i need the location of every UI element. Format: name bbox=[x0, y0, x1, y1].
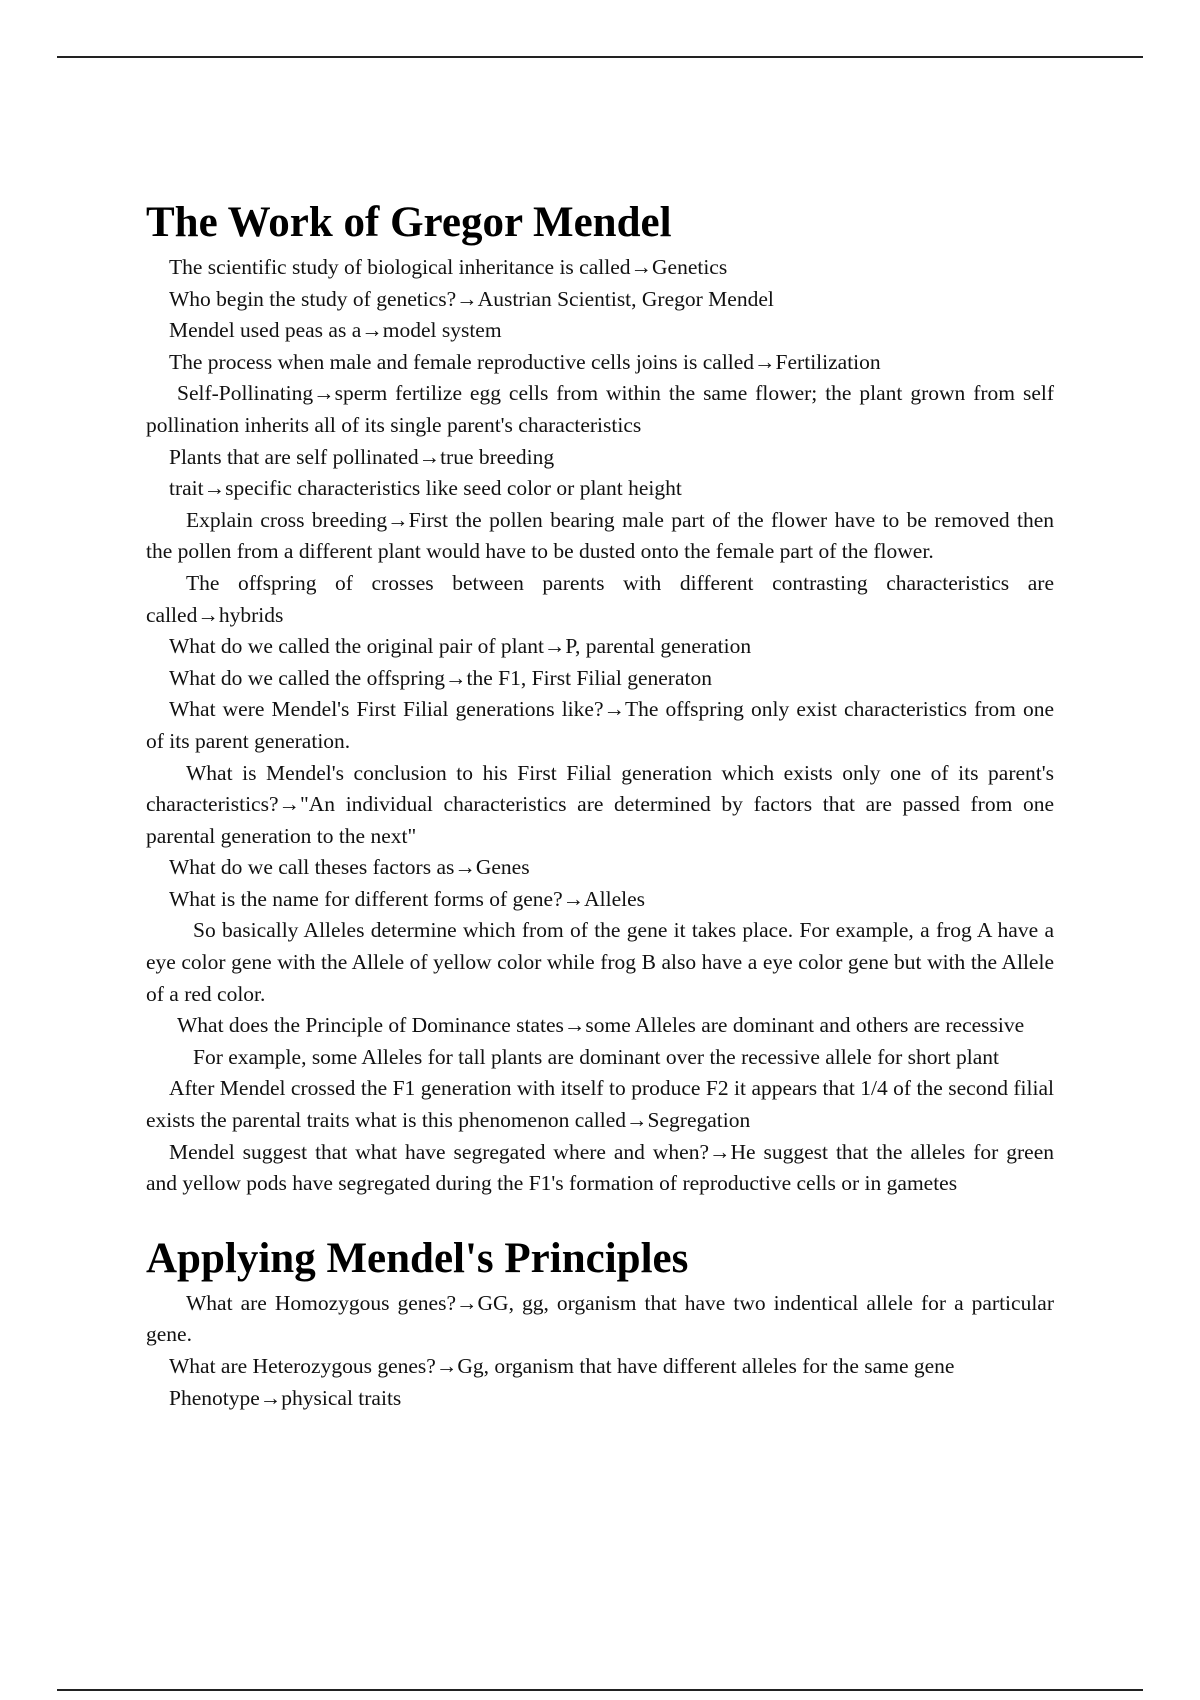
paragraph: What is Mendel's conclusion to his First Filial generation which exists only one of its parent's characteristics?→"An individual characteristics are determined by factors that are passed from one parental generation to the next" bbox=[146, 760, 1054, 848]
section-applying-principles bbox=[146, 1232, 1054, 1414]
section-heading: The Work of Gregor Mendel bbox=[146, 199, 672, 246]
paragraph: trait→specific characteristics like seed color or plant height bbox=[169, 476, 682, 501]
paragraph: What are Heterozygous genes?→Gg, organism that have different alleles for the same gene bbox=[169, 1354, 955, 1378]
paragraph: Plants that are self pollinated→true breeding bbox=[169, 444, 555, 469]
paragraph: After Mendel crossed the F1 generation with itself to produce F2 it appears that 1/4 of the second filial exists the parental traits what is this phenomenon called→Segregation bbox=[146, 1076, 1054, 1133]
paragraph: The scientific study of biological inheritance is called→Genetics bbox=[169, 255, 728, 279]
paragraph: What is the name for different forms of gene?→Alleles bbox=[169, 886, 646, 911]
paragraph: The offspring of crosses between parents with different contrasting characteristics are called→hybrids bbox=[146, 570, 1054, 627]
document-body bbox=[146, 196, 1054, 1414]
bottom-rule bbox=[57, 1689, 1143, 1691]
section-heading: Applying Mendel's Principles bbox=[146, 1234, 689, 1282]
paragraph: What do we called the original pair of plant→P, parental generation bbox=[169, 634, 752, 659]
paragraph: Phenotype→physical traits bbox=[169, 1385, 402, 1410]
paragraph: Mendel suggest that what have segregated where and when?→He suggest that the alleles for green and yellow pods have segregated during the F1's formation of reproductive cells or in gametes bbox=[146, 1139, 1054, 1196]
paragraph: Explain cross breeding→First the pollen bearing male part of the flower have to be removed then the pollen from a different plant would have to be dusted onto the female part of the flower. bbox=[146, 507, 1054, 564]
paragraph: What do we called the offspring→the F1, First Filial generaton bbox=[169, 665, 712, 690]
paragraph: What are Homozygous genes?→GG, gg, organism that have two indentical allele for a particular gene. bbox=[146, 1290, 1054, 1347]
paragraph: Self-Pollinating→sperm fertilize egg cells from within the same flower; the plant grown from self pollination inherits all of its single parent's characteristics bbox=[146, 381, 1054, 437]
paragraph: What do we call theses factors as→Genes bbox=[169, 855, 530, 880]
top-rule bbox=[57, 56, 1143, 58]
section-work-of-mendel bbox=[146, 196, 1054, 1200]
paragraph: What does the Principle of Dominance states→some Alleles are dominant and others are recessive bbox=[177, 1013, 1025, 1038]
paragraph: The process when male and female reproductive cells joins is called→Fertilization bbox=[169, 349, 881, 374]
paragraph: Who begin the study of genetics?→Austrian Scientist, Gregor Mendel bbox=[169, 286, 774, 311]
paragraph: So basically Alleles determine which from of the gene it takes place. For example, a frog A have a eye color gene with the Allele of yellow color while frog B also have a eye color gene but with the Allele of a red color. bbox=[146, 918, 1054, 1006]
paragraph: What were Mendel's First Filial generations like?→The offspring only exist characteristics from one of its parent generation. bbox=[146, 697, 1054, 753]
paragraph: Mendel used peas as a→model system bbox=[169, 318, 502, 343]
paragraph: For example, some Alleles for tall plants are dominant over the recessive allele for short plant bbox=[193, 1044, 999, 1069]
